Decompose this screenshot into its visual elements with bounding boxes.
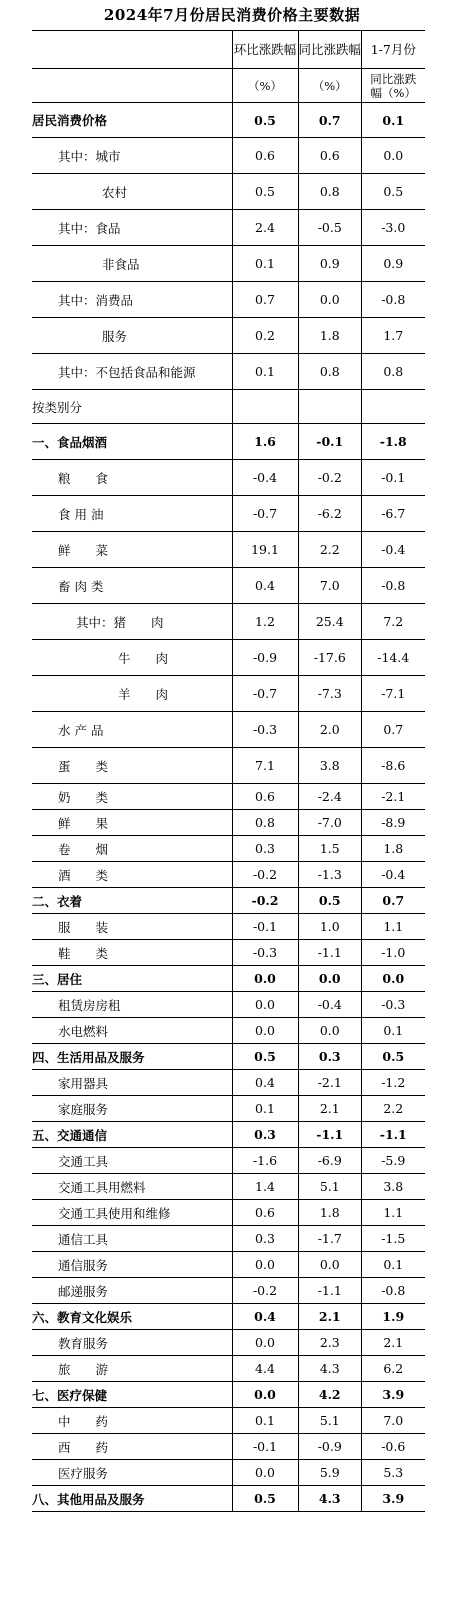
mom-value [232,390,298,424]
yoy-value: -2.1 [298,1070,362,1096]
yoy-value: 1.5 [298,836,362,862]
mom-value: 0.6 [232,138,298,174]
table-row [32,390,425,424]
yoy-value: 1.8 [298,1200,362,1226]
ytd-value: 0.7 [362,712,425,748]
row-label: 非食品 [32,246,232,282]
yoy-value: 4.3 [298,1356,362,1382]
yoy-value: -1.1 [298,940,362,966]
yoy-value: -6.2 [298,496,362,532]
row-label: 交通工具使用和维修 [32,1200,232,1226]
row-label: 三、居住 [32,966,232,992]
mom-value: -0.1 [232,914,298,940]
row-label: 旅 游 [32,1356,232,1382]
header-ytd: 1-7月份 [362,31,425,69]
ytd-value: -0.1 [362,460,425,496]
table-row [32,888,425,914]
mom-value: 0.1 [232,1096,298,1122]
mom-value: 0.5 [232,1044,298,1070]
row-label: 六、教育文化娱乐 [32,1304,232,1330]
row-label: 租赁房房租 [32,992,232,1018]
table-row [32,496,425,532]
row-label: 四、生活用品及服务 [32,1044,232,1070]
header-ytd-yoy: 同比涨跌幅（%） [362,69,425,103]
yoy-value: -7.0 [298,810,362,836]
table-row [32,1252,425,1278]
yoy-value: 5.1 [298,1408,362,1434]
row-label: 牛 肉 [32,640,232,676]
ytd-value: 1.9 [362,1304,425,1330]
mom-value: 0.6 [232,784,298,810]
table-row [32,1148,425,1174]
ytd-value: -1.2 [362,1070,425,1096]
mom-value: 0.1 [232,1408,298,1434]
table-row [32,424,425,460]
table-row [32,676,425,712]
mom-value: 4.4 [232,1356,298,1382]
table-row [32,1304,425,1330]
table-row [32,1434,425,1460]
yoy-value: -0.9 [298,1434,362,1460]
mom-value: -0.9 [232,640,298,676]
ytd-value: -6.7 [362,496,425,532]
row-label: 一、食品烟酒 [32,424,232,460]
row-label: 畜 肉 类 [32,568,232,604]
table-row [32,1226,425,1252]
mom-value: -0.1 [232,1434,298,1460]
mom-value: -0.3 [232,940,298,966]
ytd-value: 0.5 [362,1044,425,1070]
yoy-value: -1.1 [298,1122,362,1148]
ytd-value: -0.8 [362,568,425,604]
ytd-value: 0.1 [362,103,425,138]
ytd-value: 2.2 [362,1096,425,1122]
mom-value: -0.7 [232,676,298,712]
row-label: 蛋 类 [32,748,232,784]
mom-value: -0.2 [232,1278,298,1304]
row-label: 水 产 品 [32,712,232,748]
row-label: 居民消费价格 [32,103,232,138]
yoy-value: -7.3 [298,676,362,712]
table-row [32,966,425,992]
yoy-value: -1.3 [298,862,362,888]
ytd-value: 1.1 [362,1200,425,1226]
yoy-value: 1.0 [298,914,362,940]
table-row [32,1018,425,1044]
unit-mom: （%） [232,69,298,103]
ytd-value [362,390,425,424]
ytd-value: -2.1 [362,784,425,810]
mom-value: 0.0 [232,966,298,992]
table-row [32,862,425,888]
yoy-value: 0.5 [298,888,362,914]
mom-value: -0.2 [232,888,298,914]
row-label: 家庭服务 [32,1096,232,1122]
row-label: 医疗服务 [32,1460,232,1486]
row-label: 鲜 果 [32,810,232,836]
row-label: 按类别分 [32,390,232,424]
yoy-value: -2.4 [298,784,362,810]
mom-value: 0.2 [232,318,298,354]
yoy-value: 4.3 [298,1486,362,1512]
cpi-table [32,30,425,1512]
ytd-value: 1.8 [362,836,425,862]
row-label: 鞋 类 [32,940,232,966]
row-label: 粮 食 [32,460,232,496]
table-row [32,1382,425,1408]
mom-value: 0.4 [232,1070,298,1096]
yoy-value: -0.4 [298,992,362,1018]
ytd-value: -0.8 [362,1278,425,1304]
table-row [32,992,425,1018]
ytd-value: 1.7 [362,318,425,354]
row-label: 八、其他用品及服务 [32,1486,232,1512]
row-label: 其中：不包括食品和能源 [32,354,232,390]
ytd-value: -1.8 [362,424,425,460]
ytd-value: 0.5 [362,174,425,210]
row-label: 其中：消费品 [32,282,232,318]
ytd-value: -3.0 [362,210,425,246]
table-row [32,712,425,748]
ytd-value: -0.6 [362,1434,425,1460]
ytd-value: 7.0 [362,1408,425,1434]
unit-yoy: （%） [298,69,362,103]
mom-value: -0.3 [232,712,298,748]
table-row [32,1330,425,1356]
ytd-value: 3.9 [362,1486,425,1512]
ytd-value: 7.2 [362,604,425,640]
mom-value: 0.0 [232,992,298,1018]
yoy-value: -6.9 [298,1148,362,1174]
table-row [32,748,425,784]
yoy-value: 5.1 [298,1174,362,1200]
mom-value: 0.3 [232,836,298,862]
mom-value: 0.7 [232,282,298,318]
mom-value: -0.2 [232,862,298,888]
mom-value: 0.0 [232,1330,298,1356]
mom-value: 1.4 [232,1174,298,1200]
yoy-value: -0.1 [298,424,362,460]
table-row [32,604,425,640]
yoy-value [298,390,362,424]
header-blank-cell [32,69,232,103]
row-label: 酒 类 [32,862,232,888]
mom-value: 0.5 [232,103,298,138]
table-row [32,1408,425,1434]
ytd-value: -1.5 [362,1226,425,1252]
table-row [32,940,425,966]
yoy-value: 0.0 [298,282,362,318]
yoy-value: 0.7 [298,103,362,138]
ytd-value: -7.1 [362,676,425,712]
ytd-value: 1.1 [362,914,425,940]
table-row [32,138,425,174]
table-title: 2024年7月份居民消费价格主要数据 [103,6,361,24]
ytd-value: 0.8 [362,354,425,390]
table-row [32,1486,425,1512]
header-yoy: 同比涨跌幅 [298,31,362,69]
mom-value: 0.0 [232,1382,298,1408]
row-label: 其中：城市 [32,138,232,174]
yoy-value: 0.9 [298,246,362,282]
yoy-value: 7.0 [298,568,362,604]
yoy-value: 2.1 [298,1304,362,1330]
mom-value: 0.6 [232,1200,298,1226]
table-row [32,1122,425,1148]
table-row [32,1174,425,1200]
mom-value: 1.2 [232,604,298,640]
mom-value: -1.6 [232,1148,298,1174]
table-row [32,174,425,210]
header-row [32,31,425,69]
row-label: 奶 类 [32,784,232,810]
yoy-value: 0.8 [298,174,362,210]
ytd-value: 2.1 [362,1330,425,1356]
row-label: 邮递服务 [32,1278,232,1304]
table-row [32,784,425,810]
table-row [32,532,425,568]
ytd-value: 3.8 [362,1174,425,1200]
table-row [32,1278,425,1304]
row-label: 服务 [32,318,232,354]
mom-value: 0.3 [232,1122,298,1148]
ytd-value: -8.9 [362,810,425,836]
row-label: 五、交通通信 [32,1122,232,1148]
yoy-value: 0.3 [298,1044,362,1070]
yoy-value: 3.8 [298,748,362,784]
table-row [32,460,425,496]
mom-value: 19.1 [232,532,298,568]
row-label: 教育服务 [32,1330,232,1356]
table-row [32,282,425,318]
yoy-value: 2.2 [298,532,362,568]
table-row [32,810,425,836]
ytd-value: -0.4 [362,862,425,888]
mom-value: 0.0 [232,1018,298,1044]
ytd-value: 0.7 [362,888,425,914]
table-row [32,1460,425,1486]
table-row [32,246,425,282]
ytd-value: 0.9 [362,246,425,282]
ytd-value: -5.9 [362,1148,425,1174]
mom-value: 0.5 [232,174,298,210]
mom-value: 1.6 [232,424,298,460]
row-label: 羊 肉 [32,676,232,712]
yoy-value: 25.4 [298,604,362,640]
ytd-value: 0.1 [362,1252,425,1278]
table-row [32,1200,425,1226]
table-row [32,1356,425,1382]
row-label: 卷 烟 [32,836,232,862]
mom-value: 0.8 [232,810,298,836]
ytd-value: 6.2 [362,1356,425,1382]
row-label: 中 药 [32,1408,232,1434]
mom-value: 0.0 [232,1460,298,1486]
yoy-value: 1.8 [298,318,362,354]
ytd-value: -1.0 [362,940,425,966]
row-label: 鲜 菜 [32,532,232,568]
mom-value: 0.4 [232,1304,298,1330]
yoy-value: 0.0 [298,966,362,992]
ytd-value: -14.4 [362,640,425,676]
row-label: 西 药 [32,1434,232,1460]
yoy-value: 0.8 [298,354,362,390]
header-unit-row [32,69,425,103]
row-label: 农村 [32,174,232,210]
table-row [32,354,425,390]
table-row [32,640,425,676]
mom-value: 0.4 [232,568,298,604]
row-label: 水电燃料 [32,1018,232,1044]
yoy-value: -1.7 [298,1226,362,1252]
mom-value: 0.0 [232,1252,298,1278]
table-row [32,103,425,138]
mom-value: 0.3 [232,1226,298,1252]
yoy-value: 2.0 [298,712,362,748]
ytd-value: 5.3 [362,1460,425,1486]
ytd-value: -0.4 [362,532,425,568]
table-row [32,1096,425,1122]
row-label: 交通工具 [32,1148,232,1174]
yoy-value: 2.1 [298,1096,362,1122]
yoy-value: 0.0 [298,1018,362,1044]
yoy-value: 4.2 [298,1382,362,1408]
row-label: 通信工具 [32,1226,232,1252]
ytd-value: -1.1 [362,1122,425,1148]
yoy-value: -0.2 [298,460,362,496]
table-row [32,836,425,862]
table-row [32,1070,425,1096]
ytd-value: -8.6 [362,748,425,784]
mom-value: -0.7 [232,496,298,532]
row-label: 七、医疗保健 [32,1382,232,1408]
row-label: 服 装 [32,914,232,940]
mom-value: -0.4 [232,460,298,496]
row-label: 二、衣着 [32,888,232,914]
yoy-value: -17.6 [298,640,362,676]
mom-value: 0.1 [232,246,298,282]
ytd-value: 0.0 [362,966,425,992]
table-row [32,1044,425,1070]
table-row [32,914,425,940]
row-label: 交通工具用燃料 [32,1174,232,1200]
yoy-value: 2.3 [298,1330,362,1356]
row-label: 其中：猪 肉 [32,604,232,640]
row-label: 食 用 油 [32,496,232,532]
yoy-value: -1.1 [298,1278,362,1304]
table-row [32,210,425,246]
row-label: 通信服务 [32,1252,232,1278]
header-mom: 环比涨跌幅 [232,31,298,69]
mom-value: 2.4 [232,210,298,246]
ytd-value: 0.1 [362,1018,425,1044]
yoy-value: 0.6 [298,138,362,174]
header-blank-cell [32,31,232,69]
table-row [32,568,425,604]
ytd-value: 0.0 [362,138,425,174]
yoy-value: 0.0 [298,1252,362,1278]
yoy-value: -0.5 [298,210,362,246]
ytd-value: -0.8 [362,282,425,318]
mom-value: 7.1 [232,748,298,784]
mom-value: 0.5 [232,1486,298,1512]
yoy-value: 5.9 [298,1460,362,1486]
ytd-value: -0.3 [362,992,425,1018]
table-row [32,318,425,354]
row-label: 其中：食品 [32,210,232,246]
mom-value: 0.1 [232,354,298,390]
ytd-value: 3.9 [362,1382,425,1408]
row-label: 家用器具 [32,1070,232,1096]
